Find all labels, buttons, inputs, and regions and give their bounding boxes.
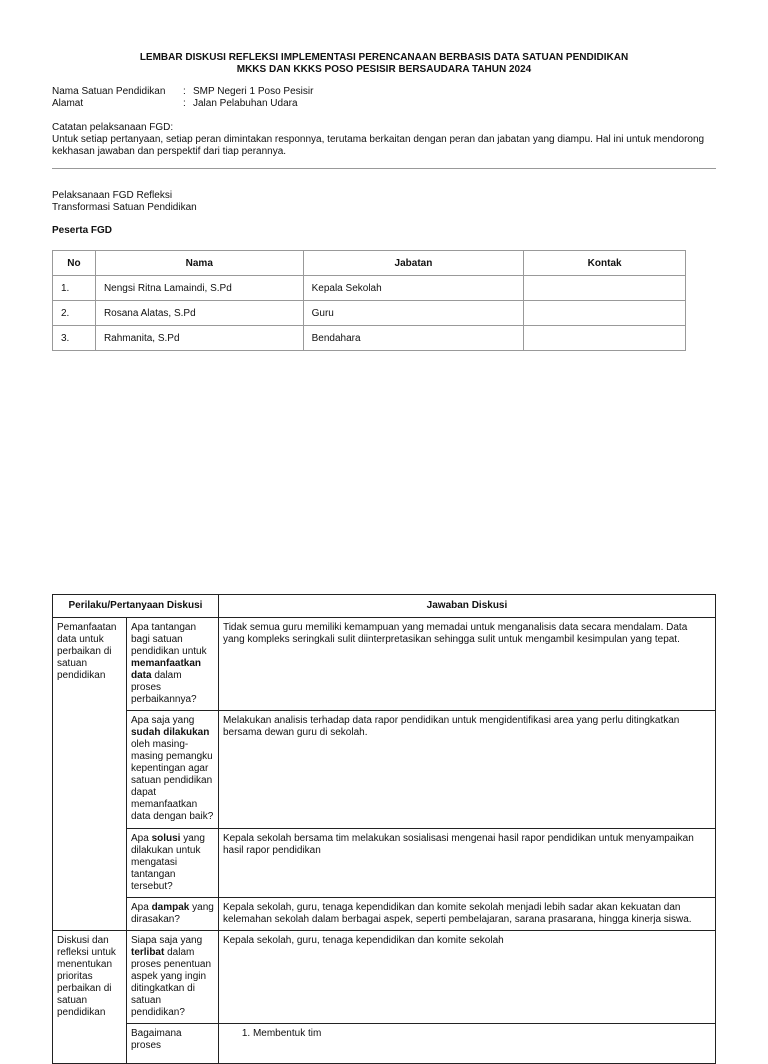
divider	[52, 168, 716, 169]
table-row	[53, 898, 716, 931]
answer-cell: Kepala sekolah bersama tim melakukan sosialisasi mengenai hasil rapor pendidikan untuk menyampaikan hasil rapor pendidikan	[218, 829, 715, 898]
column-header-role: Jabatan	[303, 251, 524, 276]
participant-no: 1.	[53, 276, 96, 301]
separator: :	[183, 86, 186, 97]
fgd-notes	[52, 122, 718, 158]
participants-table	[52, 250, 686, 351]
table-row	[53, 931, 716, 1024]
participants-title: Peserta FGD	[52, 225, 113, 236]
document-title	[0, 52, 768, 76]
answer-cell: Kepala sekolah, guru, tenaga kependidikan dan komite sekolah menjadi lebih sadar akan kekuatan dan kelemahan sekolah dalam berbagai aspek, seperti pembelajaran, sarana prasarana, hingga kinerja siswa.	[218, 898, 715, 931]
notes-body: Untuk setiap pertanyaan, setiap peran dimintakan responnya, terutama berkaitan dengan peran dan jabatan yang diampu. Hal ini untuk mendorong kekhasan jawaban dan perspektif dari tiap perannya.	[52, 134, 705, 157]
school-name-label: Nama Satuan Pendidikan	[52, 86, 166, 97]
participant-role: Bendahara	[303, 326, 524, 351]
column-header-name: Nama	[95, 251, 303, 276]
notes-heading: Catatan pelaksanaan FGD:	[52, 122, 174, 133]
fgd-line-1: Pelaksanaan FGD Refleksi	[52, 190, 173, 201]
column-header-answer: Jawaban Diskusi	[218, 595, 715, 618]
question-cell: Bagaimana proses	[126, 1024, 218, 1064]
answer-cell: Melakukan analisis terhadap data rapor pendidikan untuk mengidentifikasi area yang perlu ditingkatkan bersama dewan guru di sekolah.	[218, 711, 715, 829]
separator: :	[183, 98, 186, 109]
answer-cell: Tidak semua guru memiliki kemampuan yang memadai untuk menganalisis data secara mendalam. Data yang kompleks seringkali sulit diinterpretasikan sehingga sulit untuk mengambil kesimpulan yang tepat.	[218, 618, 715, 711]
column-header-question: Perilaku/Pertanyaan Diskusi	[53, 595, 219, 618]
question-cell: Siapa saja yang terlibat dalam proses penentuan aspek yang ingin ditingkatkan di satuan pendidikan?	[126, 931, 218, 1024]
participant-name: Rahmanita, S.Pd	[95, 326, 303, 351]
title-line-1: LEMBAR DISKUSI REFLEKSI IMPLEMENTASI PERENCANAAN BERBASIS DATA SATUAN PENDIDIKAN	[139, 52, 629, 63]
question-cell: Apa solusi yang dilakukan untuk mengatasi tantangan tersebut?	[126, 829, 218, 898]
question-cell: Apa dampak yang dirasakan?	[126, 898, 218, 931]
participant-role: Guru	[303, 301, 524, 326]
table-row	[53, 711, 716, 829]
table-row	[53, 829, 716, 898]
answer-cell	[218, 1024, 715, 1064]
school-info	[52, 86, 313, 110]
table-row	[53, 326, 686, 351]
list-item: 1. Membentuk tim	[253, 1028, 711, 1040]
question-cell: Apa saja yang sudah dilakukan oleh masing-masing pemangku kepentingan agar satuan pendidikan dapat memanfaatkan data dengan baik?	[126, 711, 218, 829]
column-header-contact: Kontak	[524, 251, 686, 276]
discussion-table	[52, 594, 716, 1064]
answer-cell: Kepala sekolah, guru, tenaga kependidikan dan komite sekolah	[218, 931, 715, 1024]
fgd-info	[52, 190, 197, 214]
title-line-2: MKKS DAN KKKS POSO PESISIR BERSAUDARA TAHUN 2024	[236, 64, 532, 75]
participant-contact	[524, 326, 686, 351]
school-name-value: SMP Negeri 1 Poso Pesisir	[193, 86, 314, 97]
participant-role: Kepala Sekolah	[303, 276, 524, 301]
column-header-no: No	[53, 251, 96, 276]
question-cell: Apa tantangan bagi satuan pendidikan untuk memanfaatkan data dalam proses perbaikannya?	[126, 618, 218, 711]
participant-name: Nengsi Ritna Lamaindi, S.Pd	[95, 276, 303, 301]
category-cell: Pemanfaatan data untuk perbaikan di satuan pendidikan	[53, 618, 127, 931]
fgd-line-2: Transformasi Satuan Pendidikan	[52, 202, 197, 213]
participant-no: 2.	[53, 301, 96, 326]
category-cell: Diskusi dan refleksi untuk menentukan prioritas perbaikan di satuan pendidikan	[53, 931, 127, 1064]
table-row	[53, 1024, 716, 1064]
participant-contact	[524, 301, 686, 326]
address-label: Alamat	[52, 98, 84, 109]
participant-contact	[524, 276, 686, 301]
table-row	[53, 276, 686, 301]
address-value: Jalan Pelabuhan Udara	[193, 98, 298, 109]
participant-no: 3.	[53, 326, 96, 351]
table-row	[53, 301, 686, 326]
answer-list	[223, 1028, 711, 1040]
table-row	[53, 618, 716, 711]
participant-name: Rosana Alatas, S.Pd	[95, 301, 303, 326]
